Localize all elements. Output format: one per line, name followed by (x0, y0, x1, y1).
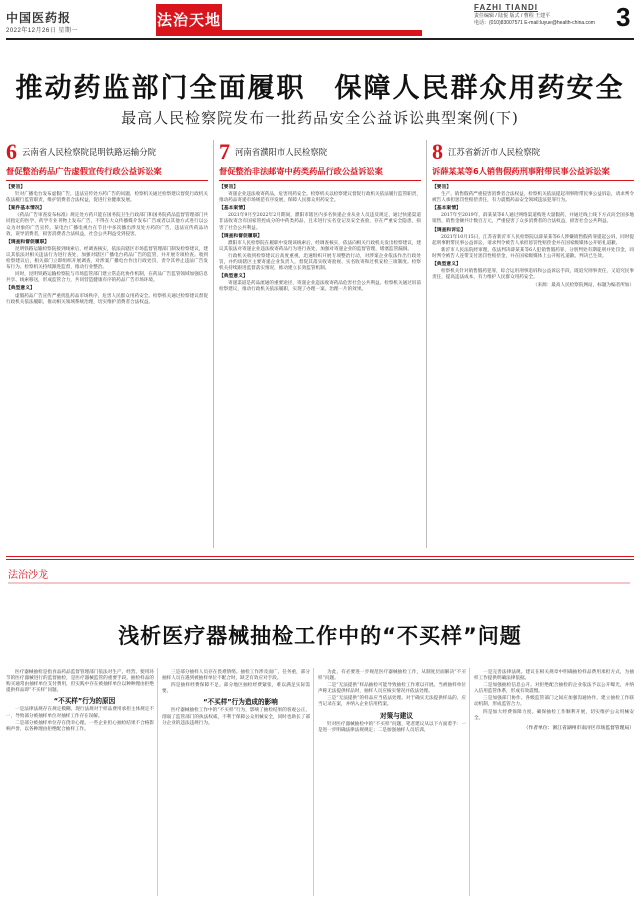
section-heading: 【要旨】 (6, 185, 26, 190)
paragraph: 二是部分被抽样单位存在侥幸心理。一些企业担心抽检结果不合格影响声誉，以各种理由拒绝配合抽样工作。 (6, 720, 154, 732)
case-body (219, 185, 421, 294)
paragraph: 一是法律法规存在规定模糊。现行法规对于样品费用承担主体规定不一，导致部分被抽样单位对抽样工作存在误解。 (6, 707, 154, 719)
case-org: 江苏省新沂市人民检察院 (448, 147, 541, 157)
section-bar (222, 30, 422, 36)
case-title-rule (432, 180, 634, 181)
author-byline: （作者单位：浙江省湖州市南浔区市场监督管理局） (523, 725, 634, 731)
contact-line: 电话：(010)83007571 E-mail:luyue@health-china.com (474, 20, 595, 26)
paragraph: 《药品广告审查发布标准》规定处方药只能在国务院卫生行政部门和国务院药品监督管理部门共同指定的医学、药学专业刊物上发布广告，不得在大众传播媒介发布广告或者以其他方式进行以公众为对象的广告宣传。某电台广播电视台在节目中多次播出涉及处方药的广告，违法宣传药品功效，误导消费者，损害消费者合法权益，社会公共利益受到侵害。 (6, 213, 208, 237)
paragraph: 针对医疗器械抽检中的“不买样”问题，笔者建议从以下方面着手：一是进一步明确法律法规规定；二是加强抽样人员培训。 (318, 721, 466, 733)
editor-info (474, 4, 604, 27)
article-column-4 (474, 670, 634, 731)
paragraph: 为此，有必要进一步规范医疗器械抽检工作，从制度层面解决“不买样”问题。 (318, 670, 466, 682)
masthead (0, 0, 640, 40)
case-title-rule (6, 180, 208, 181)
article-subheading: “不买样”行为造成的影响 (203, 698, 278, 707)
edition-label: FAZHI TIANDI (474, 3, 538, 12)
page-number: 3 (616, 2, 631, 32)
section-heading: 【调查和督促履职】 (219, 233, 263, 239)
column-divider (469, 668, 470, 896)
article-headline: 浅析医疗器械抽检工作中的“不买样”问题 (118, 624, 522, 648)
article-source: （来源：最高人民检察院网站，标题为编者所加） (532, 283, 634, 289)
case-title: 诉薛某某等6人销售假药刑事附带民事公益诉讼案 (432, 166, 610, 176)
paragraph: 针对广播电台发布虚假广告，违法宣传处方药广告的问题，检察机关通过检察建议督促行政机关依法履行监管职责，维护消费者合法权益，促进行业健康发展。 (6, 192, 208, 204)
case-column-6 (6, 140, 208, 307)
section-heading: 【要旨】 (432, 185, 452, 190)
case-header (6, 140, 208, 166)
case-column-7 (219, 140, 421, 295)
case-number: 6 (6, 139, 17, 164)
case-header (219, 140, 421, 166)
section-title: 法治天地 (156, 4, 222, 36)
section-divider (6, 556, 634, 557)
case-org: 河南省濮阳市人民检察院 (235, 147, 328, 157)
section-heading: 【案件基本情况】 (6, 206, 45, 212)
paragraph: 虚假药品广告宣传严重扰乱药品市场秩序，危害人民群众用药安全。检察机关通过检察建议督促行政机关依法履职，推动相关领域系统治理，切实维护消费者合法权益。 (6, 293, 208, 305)
section-heading: 【调查和督促履职】 (6, 239, 50, 245)
paragraph: 二是“无法提供”样品抽检可能导致抽检工作难以开展。当被抽样单位声称无法提供样品时，抽样人员应核实情况并依法处理。 (318, 683, 466, 695)
section-heading: 【典型意义】 (219, 274, 248, 280)
rubric-bar (8, 582, 630, 584)
article-body (162, 670, 310, 727)
case-body (6, 185, 208, 306)
article-column-3 (318, 670, 466, 735)
case-title: 督促整治非法邮寄中药类药品行政公益诉讼案 (219, 166, 383, 176)
case-column-8 (432, 140, 634, 289)
column-divider (313, 668, 314, 896)
section-heading: 【典型意义】 (6, 286, 35, 292)
article-body (318, 670, 466, 734)
article-subheading: 对策与建议 (380, 711, 413, 720)
section-heading: 【基本案情】 (432, 206, 461, 212)
column-divider (213, 140, 214, 548)
article-body (474, 670, 634, 722)
case-number: 8 (432, 139, 443, 164)
article-column-2 (162, 670, 310, 728)
paragraph: 检察机关针对销售假药犯罪，综合运用刑事追诉和公益诉讼手段，既追究刑事责任，又追究民事责任，提高违法成本，有力维护人民群众用药安全。 (432, 269, 634, 281)
article-subheading: “不买样”行为的原因 (53, 697, 116, 706)
issue-date: 2022年12月26日 星期一 (6, 28, 78, 34)
case-body (432, 185, 634, 289)
article-column-1 (6, 670, 154, 734)
paragraph: 生产、销售假药严重侵害消费者合法权益，检察机关依法提起刑事附带民事公益诉讼，请求判令被告人承担惩罚性赔偿责任，有力震慑药品安全领域违法犯罪行为。 (432, 192, 634, 204)
paragraph: 行政机关收到检察建议后高度重视，迅速组织开展专项整治行动，对涉案企业依法作出行政处罚，并约谈辖区主要寄递企业负责人，督促其落实收寄验视、实名收寄和过机安检三项制度。检察机关持续跟进监督落实情况，推动建立长效监管机制。 (219, 253, 421, 272)
paragraph: 2021年10月15日，江苏省新沂市人民检察院以薛某某等6人涉嫌销售假药罪提起公诉，同时提起刑事附带民事公益诉讼，请求判令被告人承担惩罚性赔偿金并在国家级媒体公开赔礼道歉。 (432, 234, 634, 246)
paragraph: 2017年至2019年，薛某某等6人通过网络渠道购进大量假药，并通过线上线下方式向全国多地销售，销售金额共计数百万元，严重侵害了众多消费者的合法权益，损害社会公共利益。 (432, 213, 634, 225)
paragraph: 濮阳市人民检察院在履职中发现该线索后，经调查核实，依法向相关行政机关发出检察建议，建议其依法对寄递企业违法收寄药品行为进行查处，加强对寄递企业的监督管理，堵塞监管漏洞。 (219, 240, 421, 252)
paragraph: 四是加大经费保障力度。确保抽检工作顺利开展，切实维护公众用械安全。 (474, 709, 634, 721)
top-rule (6, 38, 634, 40)
paragraph: 医疗器械抽检是指食品药品监督管理部门依法对生产、经营、使用环节的医疗器械进行的监督抽检，是医疗器械监管的重要手段。抽检样品的购买通常由抽样单位支付费用，但实践中存在被抽样单位以种种理由拒绝提供样品即“不买样”问题。 (6, 670, 154, 694)
section-heading: 【调查和诉讼】 (432, 227, 466, 233)
newspaper-logo: 中国医药报 (6, 11, 72, 25)
paragraph: 四是抽样经费保障不足。部分地区抽检经费紧张，难以满足实际需要。 (162, 683, 310, 695)
section-heading: 【典型意义】 (432, 262, 461, 268)
paragraph: 三是“无法提供”的样品应当依法处理。对于确实无法提供样品的，应当记录在案，并纳入企业信用档案。 (318, 696, 466, 708)
paragraph: 新沂市人民法院经审理，依法判决薛某某等6人犯销售假药罪，分别判处有期徒刑并处罚金，同时判令被告人连带支付惩罚性赔偿金，并在国家级媒体上公开赔礼道歉。判决已生效。 (432, 247, 634, 259)
paragraph: 一是完善法律法规。建议在相关规章中明确抽检样品费用承担方式，为抽样工作提供明确法律依据。 (474, 670, 634, 682)
column-divider (157, 668, 158, 896)
case-title: 督促整治药品广告虚假宣传行政公益诉讼案 (6, 166, 162, 176)
section-heading: 【要旨】 (219, 185, 239, 190)
paragraph: 同时，昆明铁路运输检察院与市场监管部门建立常态化协作机制，在药品广告监管领域加强信息共享、线索移送，形成监管合力，共同营造健康有序的药品广告市场环境。 (6, 272, 208, 284)
paragraph: 三是部分抽样人员存在畏难情绪。抽检工作涉及面广、任务重，部分抽样人员在遇到被抽样单位不配合时，缺乏有效应对手段。 (162, 670, 310, 682)
case-number: 7 (219, 139, 230, 164)
section-divider-thin (6, 559, 634, 560)
case-org: 云南省人民检察院昆明铁路运输分院 (22, 147, 156, 157)
case-title-rule (219, 180, 421, 181)
article-body (6, 670, 154, 733)
paragraph: 寄递渠道是药品流通的重要途径，寄递企业违法收寄药品危害社会公共利益。检察机关通过诉前检察建议，推动行政机关依法履职，实现了办理一案、治理一片的效果。 (219, 281, 421, 293)
editor-line: 责任编辑 / 陆悦 版式 / 曹程 王建平 (474, 13, 551, 19)
paragraph: 2021年9月至2022年2月期间，濮阳市辖区内多名快递企业从业人员违反规定，通过快递渠道非法收寄含有国家管控成分的中药类药品，且未进行实名登记及安全查验，存在严重安全隐患，损害了社会公共利益。 (219, 213, 421, 231)
paragraph: 医疗器械抽检工作中的“不买样”行为，影响了抽检结果的客观公正，削弱了监管部门的执法权威，不利于保障公众用械安全，同时也助长了部分企业的违法违规行为。 (162, 708, 310, 726)
column-divider (426, 140, 427, 548)
column-rubric: 法治沙龙 (8, 570, 48, 581)
paragraph: 昆明铁路运输检察院接到线索后，经调查核实，依法向辖区市场监督管理部门制发检察建议，建议其依法对相关违法行为进行查处，加强对辖区广播电台药品广告的监管，并开展专项检查。收到检察建议后，相关部门立即组织开展调查，对涉案广播电台作出行政处罚，责令其停止违法广告发布行为。检察机关持续跟进监督，推动行业整治。 (6, 246, 208, 271)
lead-headline: 推动药监部门全面履职 保障人民群众用药安全 (15, 73, 625, 104)
paragraph: 二是加强抽检信息公开。对拒绝配合抽检的企业依法予以公开曝光，并纳入信用监管体系，形成有效震慑。 (474, 683, 634, 695)
paragraph: 寄递企业违法收寄药品，危害用药安全。检察机关以检察建议督促行政机关依法履行监管职责，推动药品寄递市场规范有序发展，保障人民群众用药安全。 (219, 192, 421, 204)
case-header (432, 140, 634, 166)
paragraph: 三是加强部门协作。各级监管部门之间应加强沟通协作，建立抽检工作联动机制，形成监管合力。 (474, 696, 634, 708)
section-heading: 【基本案情】 (219, 206, 248, 212)
lead-subheadline: 最高人民检察院发布一批药品安全公益诉讼典型案例(下) (121, 109, 519, 127)
